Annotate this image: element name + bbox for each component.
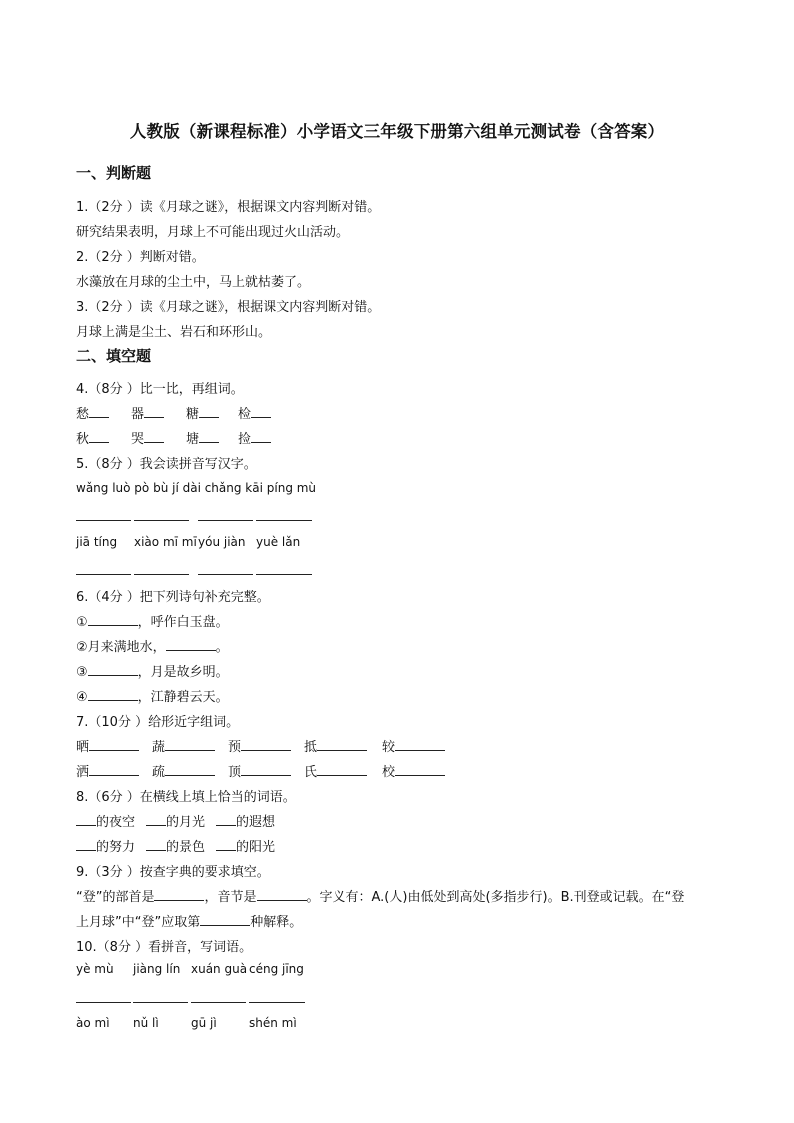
- answer-blank[interactable]: [216, 812, 236, 826]
- answer-blank[interactable]: [89, 762, 139, 776]
- q5-pinyin-row-1: wǎng luò pò bù jí dài chǎng kāi píng mù: [76, 481, 317, 495]
- answer-line[interactable]: [76, 520, 131, 521]
- answer-line[interactable]: [256, 520, 312, 521]
- q6-verse: ②月来满地水， 。: [76, 636, 229, 655]
- q4-item: 塘: [186, 428, 219, 447]
- answer-blank[interactable]: [144, 429, 164, 443]
- answer-blank[interactable]: [199, 429, 219, 443]
- q8-item: 的月光: [146, 811, 205, 830]
- q7-item: 洒: [76, 761, 139, 780]
- q4-item: 器: [131, 403, 164, 422]
- q10-pinyin: gū jì: [191, 1016, 217, 1030]
- question-10-head: 10.（8分 ）看拼音，写词语。: [76, 940, 253, 955]
- q10-pinyin: yè mù: [76, 962, 114, 976]
- q9-text-line-2: 上月球”中“登”应取第 种解释。: [76, 911, 302, 930]
- answer-line[interactable]: [76, 1002, 131, 1003]
- q10-pinyin: nǔ lì: [133, 1016, 159, 1030]
- answer-line[interactable]: [191, 1002, 246, 1003]
- answer-blank[interactable]: [241, 737, 291, 751]
- answer-blank[interactable]: [144, 404, 164, 418]
- q4-item: 检: [238, 403, 271, 422]
- q8-item: 的阳光: [216, 836, 275, 855]
- q4-item: 糖: [186, 403, 219, 422]
- q7-item: 顶: [228, 761, 291, 780]
- question-3-head: 3.（2分 ）读《月球之谜》，根据课文内容判断对错。: [76, 300, 381, 315]
- answer-blank[interactable]: [76, 837, 96, 851]
- question-5-head: 5.（8分 ）我会读拼音写汉字。: [76, 457, 257, 472]
- answer-blank[interactable]: [88, 687, 138, 701]
- q10-pinyin: shén mì: [249, 1016, 297, 1030]
- answer-blank[interactable]: [199, 404, 219, 418]
- q9-text-line-1: “登”的部首是 ，音节是 。字义有：A.(人)由低处到高处(多指步行)。B.刊登或记载。在“登: [76, 886, 684, 905]
- q6-verse: ③ ，月是故乡明。: [76, 661, 229, 680]
- q10-pinyin: céng jīng: [249, 962, 304, 976]
- q10-pinyin: jiàng lín: [133, 962, 181, 976]
- answer-blank[interactable]: [241, 762, 291, 776]
- answer-blank[interactable]: [257, 887, 307, 901]
- answer-line[interactable]: [249, 1002, 305, 1003]
- q5-pinyin: yóu jiàn: [198, 535, 246, 549]
- question-6-head: 6.（4分 ）把下列诗句补充完整。: [76, 590, 270, 605]
- answer-blank[interactable]: [88, 612, 138, 626]
- answer-blank[interactable]: [89, 404, 109, 418]
- answer-line[interactable]: [198, 520, 253, 521]
- q4-item: 哭: [131, 428, 164, 447]
- q4-item: 捡: [238, 428, 271, 447]
- answer-blank[interactable]: [154, 887, 204, 901]
- q7-item: 较: [382, 736, 445, 755]
- answer-blank[interactable]: [89, 429, 109, 443]
- q5-pinyin: jiā tíng: [76, 535, 118, 549]
- answer-blank[interactable]: [395, 737, 445, 751]
- question-9-head: 9.（3分 ）按查字典的要求填空。: [76, 865, 270, 880]
- q7-item: 预: [228, 736, 291, 755]
- answer-blank[interactable]: [251, 404, 271, 418]
- answer-line[interactable]: [134, 520, 189, 521]
- question-1-head: 1.（2分 ）读《月球之谜》，根据课文内容判断对错。: [76, 200, 381, 215]
- section-heading-fill-in: 二、填空题: [76, 347, 152, 365]
- answer-blank[interactable]: [146, 812, 166, 826]
- q6-verse: ④ ，江静碧云天。: [76, 686, 229, 705]
- page-title: 人教版（新课程标准）小学语文三年级下册第六组单元测试卷（含答案）: [129, 122, 665, 141]
- q4-item: 愁: [76, 403, 109, 422]
- question-4-head: 4.（8分 ）比一比，再组词。: [76, 382, 244, 397]
- q5-pinyin: yuè lǎn: [256, 535, 301, 549]
- answer-blank[interactable]: [165, 737, 215, 751]
- q7-item: 校: [382, 761, 445, 780]
- question-3-statement: 月球上满是尘土、岩石和环形山。: [76, 325, 272, 340]
- answer-line[interactable]: [256, 574, 312, 575]
- q6-verse: ① ，呼作白玉盘。: [76, 611, 229, 630]
- q10-pinyin: xuán guà: [191, 962, 248, 976]
- question-7-head: 7.（10分 ）给形近字组词。: [76, 715, 240, 730]
- answer-line[interactable]: [133, 1002, 188, 1003]
- q4-item: 秋: [76, 428, 109, 447]
- answer-blank[interactable]: [200, 912, 250, 926]
- answer-blank[interactable]: [146, 837, 166, 851]
- question-2-head: 2.（2分 ）判断对错。: [76, 250, 205, 265]
- q8-item: 的努力: [76, 836, 135, 855]
- answer-line[interactable]: [76, 574, 131, 575]
- q8-item: 的遐想: [216, 811, 275, 830]
- q8-item: 的夜空: [76, 811, 135, 830]
- q7-item: 晒: [76, 736, 139, 755]
- answer-blank[interactable]: [76, 812, 96, 826]
- answer-blank[interactable]: [317, 737, 367, 751]
- question-1-statement: 研究结果表明，月球上不可能出现过火山活动。: [76, 225, 350, 240]
- section-heading-judgement: 一、判断题: [76, 164, 152, 182]
- answer-line[interactable]: [134, 574, 189, 575]
- answer-blank[interactable]: [165, 762, 215, 776]
- q7-item: 疏: [152, 761, 215, 780]
- answer-blank[interactable]: [166, 637, 216, 651]
- answer-blank[interactable]: [395, 762, 445, 776]
- answer-line[interactable]: [198, 574, 253, 575]
- answer-blank[interactable]: [251, 429, 271, 443]
- q8-item: 的景色: [146, 836, 205, 855]
- q7-item: 蔬: [152, 736, 215, 755]
- answer-blank[interactable]: [216, 837, 236, 851]
- question-8-head: 8.（6分 ）在横线上填上恰当的词语。: [76, 790, 296, 805]
- q7-item: 氏: [304, 761, 367, 780]
- q10-pinyin: ào mì: [76, 1016, 110, 1030]
- question-2-statement: 水藻放在月球的尘土中，马上就枯萎了。: [76, 275, 311, 290]
- q5-pinyin: xiào mī mī: [134, 535, 197, 549]
- answer-blank[interactable]: [89, 737, 139, 751]
- answer-blank[interactable]: [317, 762, 367, 776]
- q7-item: 抵: [304, 736, 367, 755]
- answer-blank[interactable]: [88, 662, 138, 676]
